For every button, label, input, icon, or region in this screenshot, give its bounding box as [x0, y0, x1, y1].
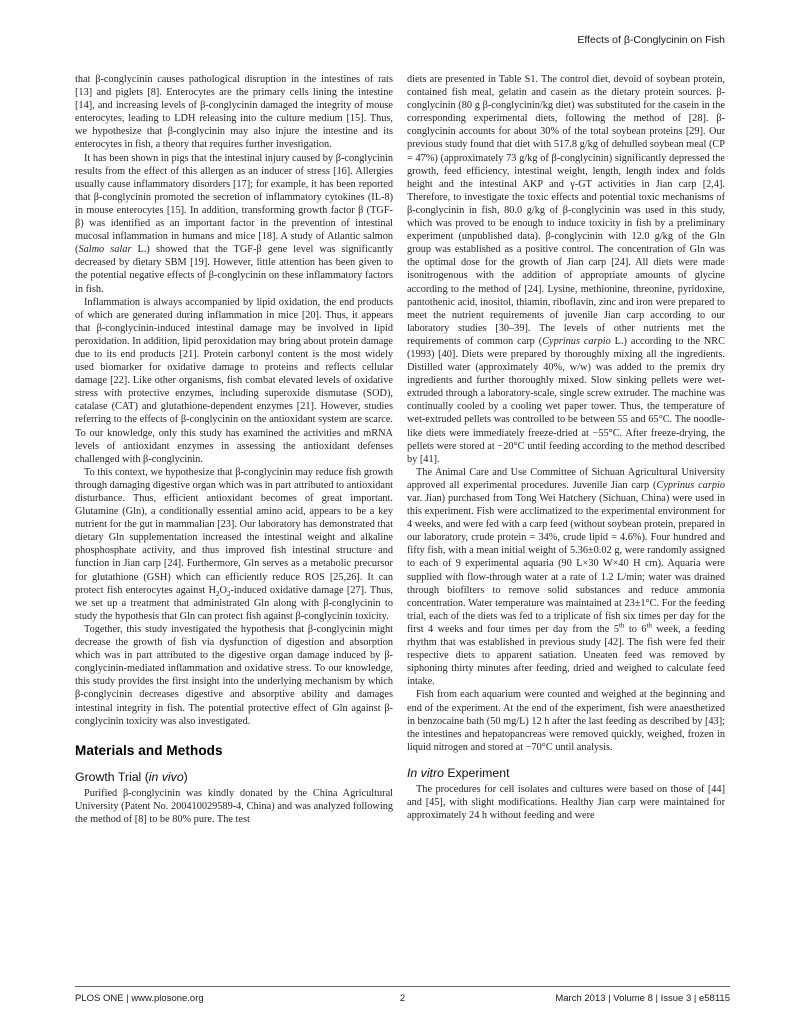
- paragraph: diets are presented in Table S1. The control diet, devoid of soybean protein, contained fish meal, gelatin and casein as the dietary protein sources. β-conglycinin (80 g β-conglycinin/kg diet) was substituted for the casein in the corresponding experimental diets, following the method of [28]. β-conglycinin accounts for about 30% of the total soybean proteins [29]. Our previous study found that diet with 517.8 g/kg of dehulled soybean meal (CP = 47%) (approximately 73 g/kg of β-conglycinin) significantly depressed the growth, feed efficiency, intestinal weight, length, length index and folds height and the intestinal AKP and γ-GT activities in Jian carp [2,4]. Therefore, to investigate the toxic effects and potential toxic mechanisms of β-conglycinin in fish, 80.0 g/kg of β-conglycinin was used in this study, which was proved to be enough to induce toxicity in fish by a preliminary experiment (unpublished data). β-conglycinin with 12.0 g/kg of the Gln group was established as a positive control. The concentration of Gln was the optimal dose for the growth of Jian carp [24]. All diets were made isonitrogenous with the addition of appropriate amounts of glycine according to the method of [24]. Lysine, methionine, threonine, pyridoxine, pantothenic acid, inositol, thiamin, riboflavin, zinc and iron were prepared to meet the nutrient requirements of juvenile Jian carp according to our laboratory studies [30–39]. The levels of other nutrients met the requirements of common carp (Cyprinus carpio L.) according to the NRC (1993) [40]. Diets were prepared by thoroughly mixing all the ingredients. Distilled water (approximately 40%, w/w) was added to the premix dry ingredients and further thoroughly mixed. Slow sinking pellets were wet-extruded through a laboratory-scale, single screw extruder. The machine was continually cooled by a cooling wet paper tower. Thus, the temperature of wet-extruded pellets was controlled to be between 55 and 65°C. The noodle-like diets were immediately freeze-dried at −55°C. After freeze-drying, the pellets were stored at −20°C until feeding according to the method described by [41].: [407, 74, 725, 465]
- subsection-heading: Growth Trial (in vivo): [75, 769, 188, 784]
- footer-page-number: 2: [399, 993, 406, 1004]
- paragraph: The procedures for cell isolates and cultures were based on those of [44] and [45], with slight modifications. Healthy Jian carp were maintained for approximately 24 h without feeding and were: [407, 783, 725, 822]
- section-heading: Materials and Methods: [75, 742, 223, 758]
- paragraph: Inflammation is always accompanied by lipid oxidation, the end products of which are generated during inflammation in mice [20]. Thus, it appears that β-conglycinin-induced intestinal damage may be involved in lipid peroxidation. In addition, lipid peroxidation may bring about protein damage due to its end products [21]. Protein carbonyl content is the most widely used biomarker for oxidative damage to proteins and reflects cellular damage [22]. Like other organisms, fish combat elevated levels of oxidative stress with protective enzymes, including superoxide dismutase (SOD), catalase (CAT) and glutathione-dependent enzymes [21]. However, studies referring to the effects of β-conglycinin on the antioxidant system are scarce. To our knowledge, only this study has examined the activities and mRNA levels of antioxidant enzymes in assessing the antioxidant defenses challenged with β-conglycinin.: [75, 296, 393, 465]
- paragraph: Together, this study investigated the hypothesis that β-conglycinin might decrease the growth of fish via dysfunction of digestion and absorption which was in part attributed to the digestive organ damage induced by β-conglycinin-mediated inflammation and oxidative stress. To our knowledge, this study provides the first insight into the underlying mechanism by which β-conglycinin decreases digestive and absorptive ability and damages intestinal integrity in fish. The potential protective effect of Gln against β-conglycinin toxicity was also investigated.: [75, 623, 393, 727]
- right-column: [407, 73, 725, 981]
- paragraph: To this context, we hypothesize that β-conglycinin may reduce fish growth through damaging digestive organ which was in part attributed to antioxidant disturbance. Thus, efficient antioxidant becomes of great important. Glutamine (Gln), a conditionally essential amino acid, appears to be a key nutrient for the gut in mammalian [23]. Our laboratory has demonstrated that dietary Gln supplementation increased the intestinal weight and alkaline phosphosphate activity, and thus improved fish intestinal structure and function in Jian carp [24]. Furthermore, Gln serves as a metabolic precursor for glutathione (GSH) which can efficiently reduce ROS [25,26]. It can protect fish enterocytes against $H_2O_2$-induced oxidative damage [27]. Thus, we set up a treatment that administrated Gln along with β-conglycinin to study the hypothesis that Gln can protect fish against β-conglycinin toxicity.: [75, 466, 393, 622]
- paragraph: Purified β-conglycinin was kindly donated by the China Agricultural University (Patent No. 200410029589-4, China) and was analyzed following the method of [8] to be 80% pure. The test: [75, 787, 393, 825]
- paragraph: The Animal Care and Use Committee of Sichuan Agricultural University approved all experimental procedures. Juvenile Jian carp (Cyprinus carpio var. Jian) purchased from Tong Wei Hatchery (Sichuan, China) were used in this experiment. Fish were acclimatized to the experimental environment for 4 weeks, and were fed with a carp feed (without soybean protein, prepared in our laboratory, crude protein = 34%, crude lipid = 4.6%). Four hundred and fifty fish, with a mean initial weight of 5.36±0.02 g, were randomly assigned to each of 9 experimental aquaria (90 L×30 W×40 H cm). Aquaria were supplied with flow-through water at a rate of 1.2 L/min; water was drained through biofilters to remove solid substances and reduce ammonia concentration. Water temperature was maintained at 23±1°C. For the feeding trial, each of the diets was fed to a triplicate of fish six times per day for the first 4 weeks and four times per day from the 5th to 6th week, a feeding rhythm that was established in previous study [42]. The fish were fed their respective diets to apparent satiation. Uneaten feed was removed by siphoning thirty minutes after feeding, dried and weighed to calculate feed intake.: [407, 466, 725, 688]
- article-body: [75, 73, 725, 981]
- paragraph: that β-conglycinin causes pathological disruption in the intestines of rats [13] and piglets [8]. Enterocytes are the primary cells lining the intestine [14], and increasing levels of β-conglycinin damaged the integrity of mouse enterocytes, leading to LDH releasing into the culture medium [15]. Thus, we hypothesize that β-conglycinin may also injure the intestine and its enterocytes in fish, a theory that requires further investigation.: [75, 74, 393, 151]
- subsection-heading: In vitro Experiment: [407, 765, 510, 780]
- footer-journal: PLOS ONE | www.plosone.org: [75, 993, 204, 1004]
- paragraph: It has been shown in pigs that the intestinal injury caused by β-conglycinin results from the effect of this allergen as an inducer of stress [16]. Allergies usually cause inflammatory disorders [17]; for example, it has been reported that β-conglycinin promoted the secretion of inflammatory cytokines (IL-8) in mouse enterocytes [15]. In addition, transforming growth factor β (TGF-β) was identified as an important factor in the prevention of intestinal mucosal inflammation in humans and mice [18]. A study of Atlantic salmon (Salmo salar L.) showed that the TGF-β gene level was significantly decreased by dietary SBM [19]. However, little attention has been given to the potential negative effects of β-conglycinin on these inflammatory factors in fish.: [75, 152, 393, 295]
- left-column: [75, 73, 393, 981]
- page-footer: [75, 986, 730, 1004]
- paragraph: Fish from each aquarium were counted and weighed at the beginning and end of the experiment. At the end of the experiment, fish were anaesthetized in benzocaine bath (50 mg/L) 12 h after the last feeding as described by [43]; the intestines and hepatopancreas were removed quickly, weighed, frozen in liquid nitrogen and stored at −70°C until analysis.: [407, 689, 725, 753]
- footer-citation: March 2013 | Volume 8 | Issue 3 | e58115: [555, 993, 730, 1004]
- running-head: Effects of β-Conglycinin on Fish: [577, 34, 725, 46]
